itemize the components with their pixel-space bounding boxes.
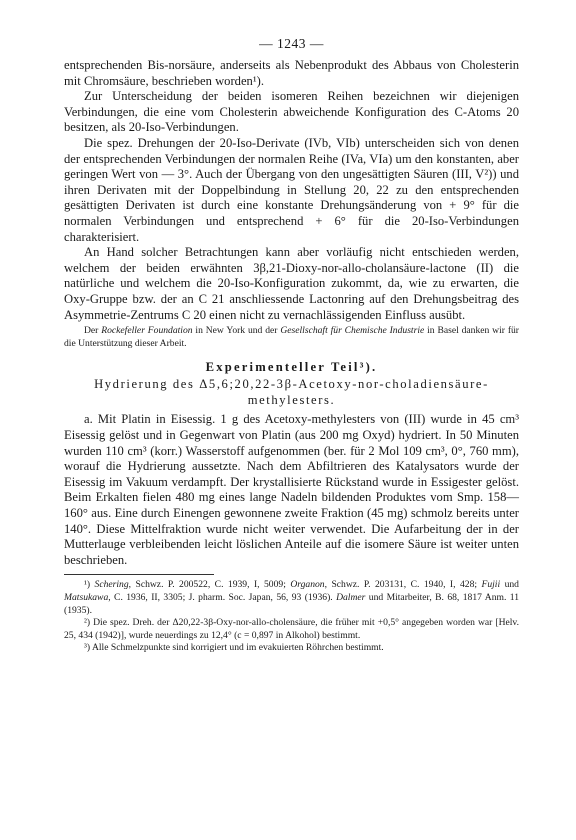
ack-prefix: Der [84, 325, 102, 337]
paragraph-configuration: An Hand solcher Betrachtungen kann aber vorläufig nicht entschieden werden, welchem der beiden erwähnten 3β,21-Dioxy-nor-allo-cholansäure-lactone (II) die natürliche und welchem die 20-Iso-Konfiguration zukommt, da, wie zu erwarten, die Oxy-Gruppe bzw. der an C 21 anschliessende Lactonring auf den Drehungsbeitrag des Asymmetrie-Zentrums C 20 einen nicht zu vernachlässigenden Einfluss ausübt. [64, 245, 519, 322]
fn1-matsukawa: Matsukawa [64, 592, 109, 603]
section-heading: Experimenteller Teil³). [205, 360, 378, 375]
acknowledgement [64, 325, 519, 350]
fn1-dalmer: Dalmer [336, 592, 366, 603]
ack-org-gesellschaft: Gesellschaft für Chemische Industrie [280, 325, 425, 337]
ack-suffix: in Basel danken wir für die Unterstützung dieser Arbeit. [64, 325, 520, 349]
fn1-mark: ¹) [84, 579, 95, 591]
fn1-organon: Organon [290, 579, 325, 591]
ack-mid: in New York und der [192, 325, 281, 337]
paragraph-rotation: Die spez. Drehungen der 20-Iso-Derivate (IVb, VIb) unterscheiden sich von denen der entsprechenden Verbindungen der normalen Reihe (IVa, VIa) um den konstanten, aber geringen Wert von — 3°. Auch der Übergang von den ungesättigten Säuren (III, V²)) und ihren Derivaten mit der Doppelbindung in Stellung 20, 22 zu den entsprechenden gesättigten Derivaten ist durch eine konstante Drehungsänderung von + 9° für die normalen Verbindungen und entsprechend + 6° für die 20-Iso-Verbindungen charakterisiert. [64, 135, 519, 244]
footnote-1 [64, 579, 519, 617]
paragraph-hydrogenation: a. Mit Platin in Eisessig. 1 g des Acetoxy-methylesters von (III) wurde in 45 cm³ Eisessig gelöst und in Gegenwart von Platin (aus 200 mg Oxyd) hydriert. In 50 Minuten wurden 110 cm³ (korr.) Wasserstoff aufgenommen (ber. für 2 Mol 109 cm³, 0°, 760 mm), worauf die Hydrierung aussetzte. Nach dem Abfiltrieren des Katalysators wurde der Eisessig im Vakuum verdampft. Der krystallisierte Rückstand wurde in Essigester gelöst. Beim Erkalten fielen 480 mg eines lange Nadeln bildenden Produktes vom Smp. 158—160° aus. Eine durch Einengen gewonnene zweite Fraktion (45 mg) schmolz bereits unter 140°. Diese Mittelfraktion wurde nicht weiter verwendet. Die Aufarbeitung der in der Mutterlauge verbleibenden leicht löslichen Anteile auf die isomere Säure ist weiter unten beschrieben. [64, 412, 519, 567]
page-number: — 1243 — [259, 36, 324, 51]
footnote-2: ²) Die spez. Dreh. der Δ20,22-3β-Oxy-nor-allo-cholensäure, die früher mit +0,5° angegeben worden war [Helv. 25, 434 (1942)], wurde neuerdings zu 12,4° (c = 0,897 in Alkohol) bestimmt. [64, 617, 519, 641]
paragraph-continued: entsprechenden Bis-norsäure, anderseits als Nebenprodukt des Abbaus von Cholesterin mit Chromsäure, beschrieben worden¹). [64, 58, 519, 88]
journal-page [64, 36, 519, 655]
footnote-rule [64, 574, 214, 575]
fn1-text-d: , Schwz. P. 203131, C. 1940, I, 428; [324, 579, 482, 591]
sub-heading: Hydrierung des Δ5,6;20,22-3β-Acetoxy-nor-choladiensäure-methylesters. [94, 377, 489, 407]
fn1-text-j: und Mitarbeiter, B. 68, 1817 Anm. 11 (1935). [64, 592, 519, 616]
fn1-text-f: und [500, 579, 519, 591]
fn1-text-b: , Schwz. P. 200522, C. 1939, I, 5009; [128, 579, 291, 591]
ack-org-rockefeller: Rockefeller Foundation [101, 325, 193, 337]
footnote-3: ³) Alle Schmelzpunkte sind korrigiert und im evakuierten Röhrchen bestimmt. [84, 642, 384, 654]
fn1-fujii: Fujii [481, 579, 501, 591]
paragraph-iso-definition: Zur Unterscheidung der beiden isomeren Reihen bezeichnen wir diejenigen Verbindungen, die eine vom Cholesterin abweichende Konfiguration des C-Atoms 20 besitzen, als 20-Iso-Verbindungen. [64, 89, 519, 135]
fn1-schering: Schering [94, 579, 129, 591]
fn1-text-h: , C. 1936, II, 3305; J. pharm. Soc. Japan, 56, 93 (1936). [108, 592, 337, 603]
